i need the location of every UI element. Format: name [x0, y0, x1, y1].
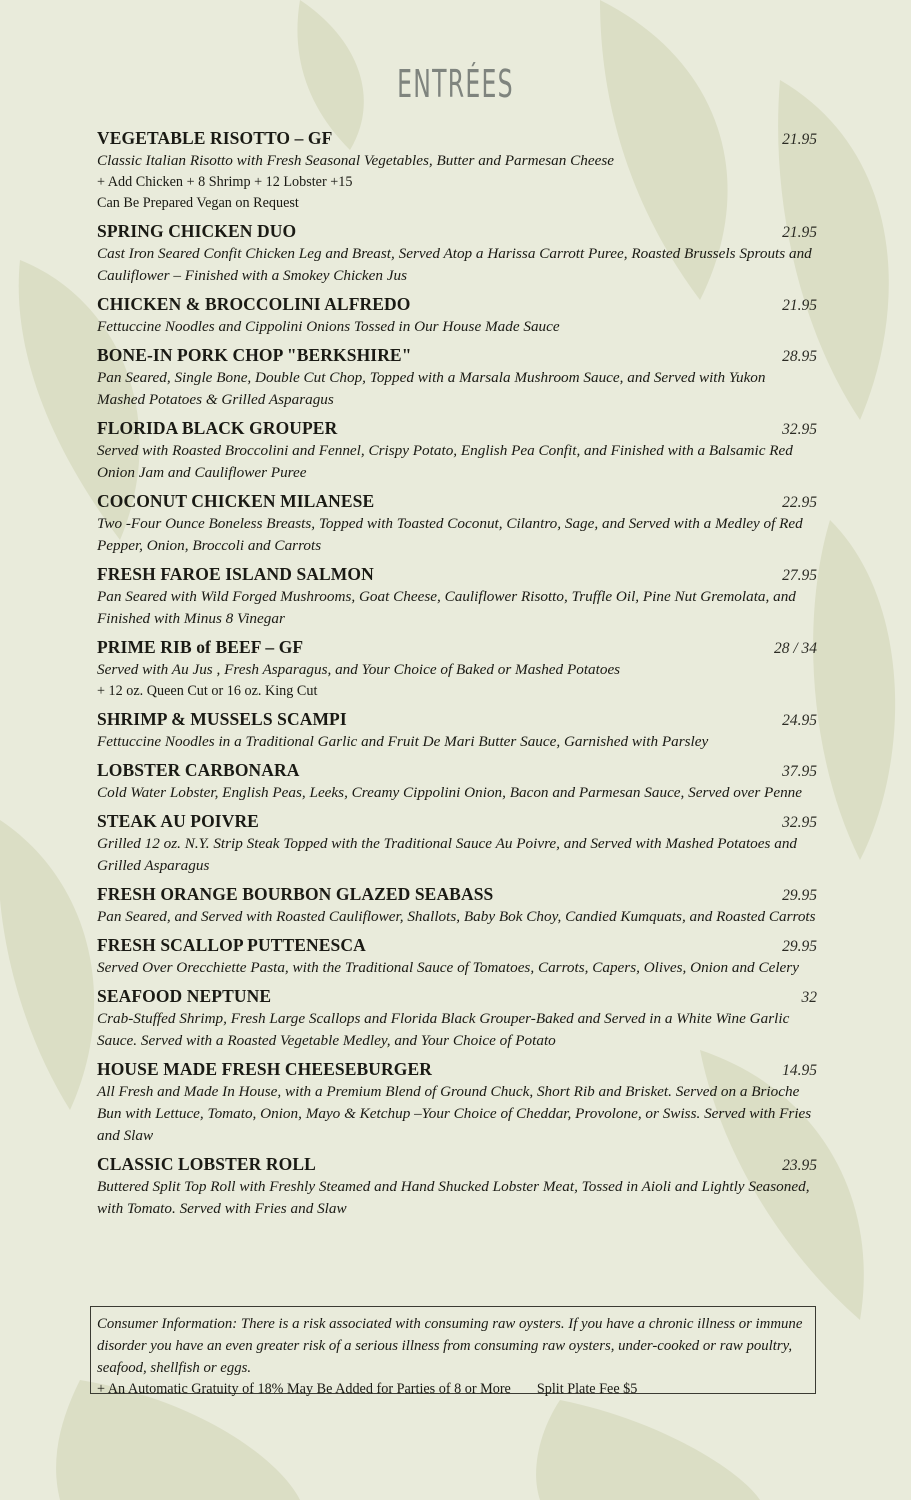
- menu-item-name: VEGETABLE RISOTTO – GF: [97, 128, 333, 148]
- menu-item: [97, 760, 817, 804]
- menu-item-description: Fettuccine Noodles in a Traditional Garlic and Fruit De Mari Butter Sauce, Garnished with Parsley: [97, 733, 709, 750]
- menu-item-description: Pan Seared with Wild Forged Mushrooms, Goat Cheese, Cauliflower Risotto, Truffle Oil, Pine Nut Gremolata, and Finished with Minus 8 Vinegar: [97, 588, 796, 627]
- notice-footer: [97, 1379, 815, 1399]
- menu-item: [97, 491, 817, 557]
- menu-item-description: Grilled 12 oz. N.Y. Strip Steak Topped with the Traditional Sauce Au Poivre, and Served with Mashed Potatoes and Grilled Asparagus: [97, 835, 798, 874]
- menu-item-price: 29.95: [782, 938, 817, 955]
- menu-item: [97, 128, 817, 214]
- split-plate-fee: Split Plate Fee $5: [536, 1381, 638, 1397]
- menu-item-name: HOUSE MADE FRESH CHEESEBURGER: [97, 1059, 432, 1079]
- menu-item-name: PRIME RIB of BEEF – GF: [97, 637, 304, 657]
- menu-item-header: [97, 637, 817, 659]
- menu-item-description: Served Over Orecchiette Pasta, with the Traditional Sauce of Tomatoes, Carrots, Capers, Olives, Onion and Celery: [97, 959, 799, 976]
- menu-item-description: Two -Four Ounce Boneless Breasts, Topped with Toasted Coconut, Cilantro, Sage, and Served with a Medley of Red Pepper, Onion, Broccoli and Carrots: [97, 515, 803, 554]
- menu-item-name: COCONUT CHICKEN MILANESE: [97, 491, 375, 511]
- menu-item-name: LOBSTER CARBONARA: [97, 760, 300, 780]
- menu-item-header: [97, 760, 817, 782]
- menu-item: [97, 418, 817, 484]
- menu-item-header: [97, 564, 817, 586]
- menu-item: [97, 345, 817, 411]
- menu-item-name: FLORIDA BLACK GROUPER: [97, 418, 338, 438]
- menu-item-description: Crab-Stuffed Shrimp, Fresh Large Scallops and Florida Black Grouper-Baked and Served in a White Wine Garlic Sauce. Served with a Roasted Vegetable Medley, and Your Choice of Potato: [97, 1010, 790, 1049]
- menu-item: [97, 221, 817, 287]
- consumer-notice: [90, 1306, 816, 1397]
- menu-item-description: Served with Au Jus , Fresh Asparagus, and Your Choice of Baked or Mashed Potatoes: [97, 661, 621, 678]
- menu-item-price: 27.95: [782, 567, 817, 584]
- menu-item-description: Served with Roasted Broccolini and Fennel, Crispy Potato, English Pea Confit, and Finished with a Balsamic Red Onion Jam and Cauliflower Puree: [97, 442, 793, 481]
- menu-item-header: [97, 935, 817, 957]
- menu-item-header: [97, 986, 817, 1008]
- menu-item-name: FRESH ORANGE BOURBON GLAZED SEABASS: [97, 884, 494, 904]
- menu-item-price: 21.95: [782, 297, 817, 314]
- menu-item-header: [97, 221, 817, 243]
- menu-item: [97, 1059, 817, 1147]
- menu-item-name: SEAFOOD NEPTUNE: [97, 986, 272, 1006]
- menu-item-price: 24.95: [782, 712, 817, 729]
- menu-item-price: 32: [801, 989, 817, 1006]
- menu-item-header: [97, 345, 817, 367]
- menu-item: [97, 935, 817, 979]
- menu-item: [97, 1154, 817, 1220]
- menu-item-name: CLASSIC LOBSTER ROLL: [97, 1154, 316, 1174]
- menu-item-header: [97, 811, 817, 833]
- menu-item-description: Pan Seared, and Served with Roasted Cauliflower, Shallots, Baby Bok Choy, Candied Kumquats, and Roasted Carrots: [97, 908, 816, 925]
- menu-item-price: 32.95: [782, 814, 817, 831]
- menu-item: [97, 811, 817, 877]
- menu-item-price: 21.95: [782, 131, 817, 148]
- menu-item-description: Cold Water Lobster, English Peas, Leeks, Creamy Cippolini Onion, Bacon and Parmesan Sauce, Served over Penne: [97, 784, 802, 801]
- menu-item-header: [97, 709, 817, 731]
- menu-item-name: BONE-IN PORK CHOP "BERKSHIRE": [97, 345, 412, 365]
- menu-item-name: SHRIMP & MUSSELS SCAMPI: [97, 709, 347, 729]
- menu-item-price: 29.95: [782, 887, 817, 904]
- menu-item-price: 14.95: [782, 1062, 817, 1079]
- menu-item-name: STEAK AU POIVRE: [97, 811, 259, 831]
- menu-item-price: 32.95: [782, 421, 817, 438]
- menu-item: [97, 884, 817, 928]
- menu-item-header: [97, 884, 817, 906]
- menu-item-header: [97, 1059, 817, 1081]
- menu-item-description: Cast Iron Seared Confit Chicken Leg and Breast, Served Atop a Harissa Carrott Puree, Roasted Brussels Sprouts and Cauliflower – Finished with a Smokey Chicken Jus: [97, 245, 812, 284]
- menu-item-description: All Fresh and Made In House, with a Premium Blend of Ground Chuck, Short Rib and Brisket. Served on a Brioche Bun with Lettuce, Tomato, Onion, Mayo & Ketchup –Your Choice of Cheddar, Provolone, or Swiss. Served with Fries and Slaw: [97, 1083, 812, 1144]
- consumer-information: Consumer Information: There is a risk associated with consuming raw oysters. If you have a chronic illness or immune disorder you have an even greater risk of a serious illness from consuming raw oysters, under-cooked or raw poultry, seafood, shellfish or eggs.: [97, 1316, 803, 1376]
- menu-item-description: Fettuccine Noodles and Cippolini Onions Tossed in Our House Made Sauce: [97, 318, 560, 335]
- menu-item-header: [97, 491, 817, 513]
- menu-item: [97, 709, 817, 753]
- gratuity-note: + An Automatic Gratuity of 18% May Be Added for Parties of 8 or More: [97, 1381, 511, 1397]
- menu-item-price: 23.95: [782, 1157, 817, 1174]
- entree-list: [97, 128, 817, 1227]
- menu-item-name: SPRING CHICKEN DUO: [97, 221, 297, 241]
- menu-item-price: 21.95: [782, 224, 817, 241]
- menu-item-price: 37.95: [782, 763, 817, 780]
- menu-item-name: CHICKEN & BROCCOLINI ALFREDO: [97, 294, 411, 314]
- menu-item-price: 28 / 34: [773, 640, 817, 657]
- menu-item: [97, 986, 817, 1052]
- menu-item-note: Can Be Prepared Vegan on Request: [97, 195, 299, 211]
- menu-item-header: [97, 128, 817, 150]
- menu-item-name: FRESH FAROE ISLAND SALMON: [97, 564, 374, 584]
- menu-item-price: 22.95: [782, 494, 817, 511]
- menu-item-header: [97, 294, 817, 316]
- menu-item-header: [97, 418, 817, 440]
- menu-item-note: + 12 oz. Queen Cut or 16 oz. King Cut: [97, 683, 318, 699]
- menu-item-price: 28.95: [782, 348, 817, 365]
- menu-item: [97, 564, 817, 630]
- menu-item-header: [97, 1154, 817, 1176]
- page-title: ENTRÉES: [397, 62, 514, 106]
- menu-item-note: + Add Chicken + 8 Shrimp + 12 Lobster +15: [97, 174, 353, 190]
- menu-item: [97, 637, 817, 702]
- menu-item-description: Pan Seared, Single Bone, Double Cut Chop, Topped with a Marsala Mushroom Sauce, and Served with Yukon Mashed Potatoes & Grilled Asparagus: [97, 369, 766, 408]
- menu-item-description: Classic Italian Risotto with Fresh Seasonal Vegetables, Butter and Parmesan Cheese: [97, 152, 615, 169]
- menu-item-name: FRESH SCALLOP PUTTENESCA: [97, 935, 366, 955]
- menu-item: [97, 294, 817, 338]
- menu-item-description: Buttered Split Top Roll with Freshly Steamed and Hand Shucked Lobster Meat, Tossed in Aioli and Lightly Seasoned, with Tomato. Served with Fries and Slaw: [97, 1178, 810, 1217]
